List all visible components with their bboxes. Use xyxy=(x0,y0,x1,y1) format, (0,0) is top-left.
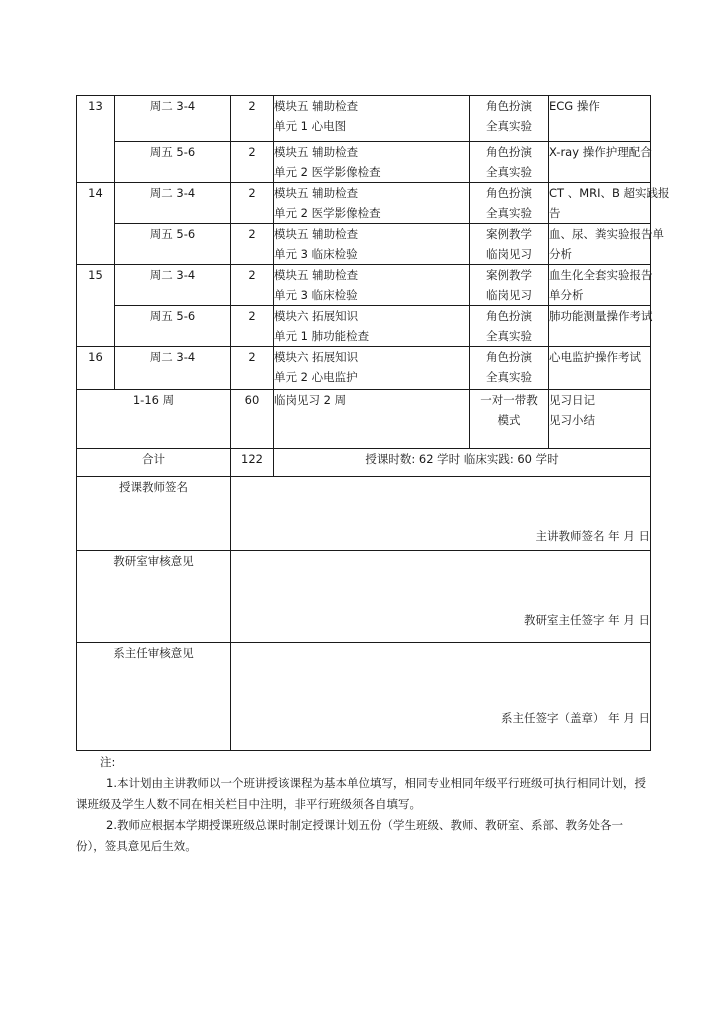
hours-cell: 2 xyxy=(231,306,274,347)
task-cell: ECG 操作 xyxy=(549,96,651,142)
content-cell: 模块五 辅助检查 单元 2 医学影像检查 xyxy=(274,142,470,183)
teaching-plan-table xyxy=(76,95,670,751)
content-cell: 临岗见习 2 周 xyxy=(274,390,470,449)
time-cell: 周五 5-6 xyxy=(115,224,231,265)
total-hours: 122 xyxy=(231,449,274,477)
time-cell: 周二 3-4 xyxy=(115,347,231,390)
internship-row xyxy=(77,390,651,449)
hours-cell: 2 xyxy=(231,265,274,306)
hours-cell: 2 xyxy=(231,96,274,142)
time-cell: 周五 5-6 xyxy=(115,142,231,183)
week-cell: 14 xyxy=(77,183,115,265)
hours-cell: 2 xyxy=(231,183,274,224)
signature-label: 教研室审核意见 xyxy=(77,551,231,643)
content-cell: 模块五 辅助检查 单元 1 心电图 xyxy=(274,96,470,142)
signature-field[interactable]: 教研室主任签字 年 月 日 xyxy=(231,551,651,643)
hours-cell: 2 xyxy=(231,142,274,183)
table-row xyxy=(77,183,651,224)
table-row xyxy=(77,306,651,347)
content-cell: 模块五 辅助检查 单元 3 临床检验 xyxy=(274,224,470,265)
method-cell: 角色扮演 全真实验 xyxy=(470,347,549,390)
signature-label: 授课教师签名 xyxy=(77,477,231,551)
signature-label: 系主任审核意见 xyxy=(77,643,231,751)
table-row xyxy=(77,347,651,390)
content-cell: 模块六 拓展知识 单元 2 心电监护 xyxy=(274,347,470,390)
total-summary: 授课时数: 62 学时 临床实践: 60 学时 xyxy=(274,449,651,477)
task-cell: 见习日记 见习小结 xyxy=(549,390,651,449)
hours-cell: 60 xyxy=(231,390,274,449)
note-item: 1.本计划由主讲教师以一个班讲授该课程为基本单位填写，相同专业相同年级平行班级可执行相同计划，授课班级及学生人数不同在相关栏目中注明，非平行班级须各自填写。 xyxy=(76,776,646,811)
method-cell: 角色扮演 全真实验 xyxy=(470,96,549,142)
hours-cell: 2 xyxy=(231,347,274,390)
time-cell: 周二 3-4 xyxy=(115,183,231,224)
content-cell: 模块五 辅助检查 单元 2 医学影像检查 xyxy=(274,183,470,224)
task-cell: 心电监护操作考试 xyxy=(549,347,651,390)
table-row xyxy=(77,142,651,183)
method-cell: 角色扮演 全真实验 xyxy=(470,142,549,183)
method-cell: 角色扮演 全真实验 xyxy=(470,183,549,224)
notes-title: 注: xyxy=(100,755,116,769)
content-cell: 模块五 辅助检查 单元 3 临床检验 xyxy=(274,265,470,306)
table-row xyxy=(77,224,651,265)
time-cell: 周五 5-6 xyxy=(115,306,231,347)
method-cell: 案例教学 临岗见习 xyxy=(470,224,549,265)
notes-section xyxy=(76,752,650,857)
note-item: 2.教师应根据本学期授课班级总课时制定授课计划五份（学生班级、教师、教研室、系部、教务处各一份），签具意见后生效。 xyxy=(76,818,623,853)
task-cell: 血、尿、粪实验报告单 分析 xyxy=(549,224,651,265)
table-row xyxy=(77,265,651,306)
task-cell: X-ray 操作护理配合 xyxy=(549,142,651,183)
week-cell: 15 xyxy=(77,265,115,347)
signature-row xyxy=(77,643,651,751)
signature-field[interactable]: 主讲教师签名 年 月 日 xyxy=(231,477,651,551)
week-cell: 16 xyxy=(77,347,115,390)
week-cell: 13 xyxy=(77,96,115,183)
method-cell: 案例教学 临岗见习 xyxy=(470,265,549,306)
time-cell: 周二 3-4 xyxy=(115,96,231,142)
task-cell: CT 、MRI、B 超实践报 告 xyxy=(549,183,651,224)
method-cell: 一对一带教 模式 xyxy=(470,390,549,449)
hours-cell: 2 xyxy=(231,224,274,265)
content-cell: 模块六 拓展知识 单元 1 肺功能检查 xyxy=(274,306,470,347)
signature-row xyxy=(77,477,651,551)
task-cell: 肺功能测量操作考试 xyxy=(549,306,651,347)
signature-row xyxy=(77,551,651,643)
time-cell: 周二 3-4 xyxy=(115,265,231,306)
signature-field[interactable]: 系主任签字（盖章） 年 月 日 xyxy=(231,643,651,751)
week-range-cell: 1-16 周 xyxy=(77,390,231,449)
total-label: 合计 xyxy=(77,449,231,477)
task-cell: 血生化全套实验报告 单分析 xyxy=(549,265,651,306)
table-row xyxy=(77,96,651,142)
total-row xyxy=(77,449,651,477)
method-cell: 角色扮演 全真实验 xyxy=(470,306,549,347)
